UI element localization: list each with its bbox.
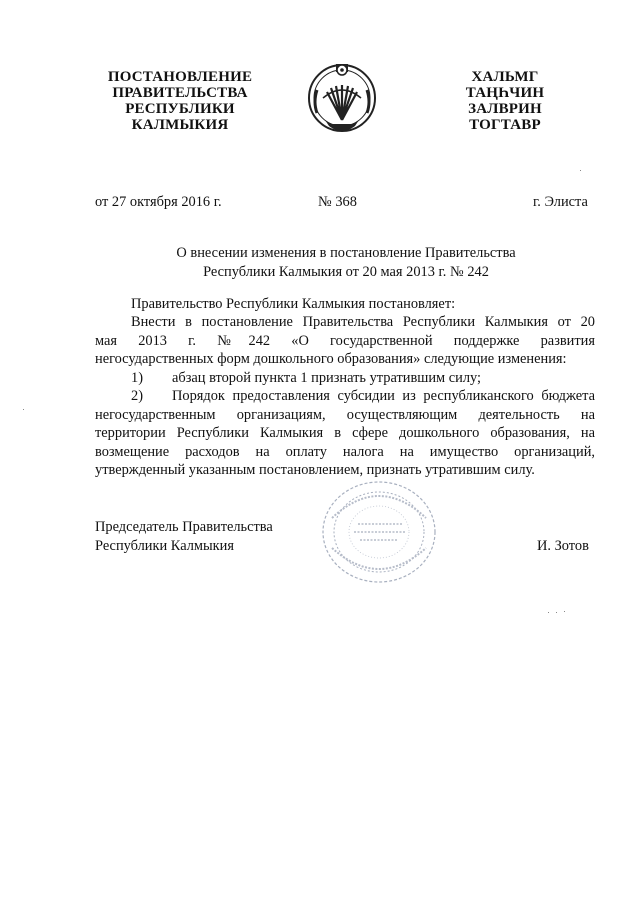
paragraph-line: негосударственных форм дошкольного образования» следующие изменения: <box>95 351 567 368</box>
signatory-name: И. Зотов <box>537 538 589 554</box>
signatory-position <box>95 518 273 555</box>
scan-speck <box>580 170 581 171</box>
position-line: Председатель Правительства <box>95 519 273 535</box>
issuer-line: ПОСТАНОВЛЕНИЕ <box>107 69 253 85</box>
paragraph-line: Порядок предоставления субсидии из республиканского бюджета <box>172 388 595 404</box>
issuer-line: ТАҢҺЧИН <box>465 85 545 101</box>
resolution-intro: Правительство Республики Калмыкия постановляет: <box>131 296 456 312</box>
document-number: № 368 <box>318 194 357 210</box>
document-date: от 27 октября 2016 г. <box>95 194 222 210</box>
item-1-text: абзац второй пункта 1 признать утратившим силу; <box>172 370 482 386</box>
scan-speck <box>23 409 24 410</box>
issuer-title-ru <box>95 69 265 133</box>
item-1-number: 1) <box>131 370 143 386</box>
item-2-number: 2) <box>131 388 143 404</box>
issuer-line: ПРАВИТЕЛЬСТВА <box>112 85 248 101</box>
paragraph-line: территории Республики Калмыкия в сфере дошкольного образования, на <box>95 425 595 442</box>
issuer-line: ТОГТАВР <box>469 117 541 133</box>
title-line: О внесении изменения в постановление Правительства <box>176 245 516 261</box>
issuer-line: ХАЛЬМГ <box>471 69 539 85</box>
paragraph-line: Внести в постановление Правительства Республики Калмыкия от 20 <box>131 314 595 330</box>
scan-speck <box>556 612 557 613</box>
document-place: г. Элиста <box>533 194 588 210</box>
paragraph-line: утвержденный указанным постановлением, признать утратившим силу. <box>95 462 535 479</box>
paragraph-line: мая 2013 г. №242 «О государственной поддержке развития <box>95 332 595 349</box>
paragraph-line: негосударственным организациям, осуществляющим деятельность на <box>95 406 595 423</box>
document-title <box>95 244 597 281</box>
position-line: Республики Калмыкия <box>95 537 234 554</box>
issuer-title-kalmyk <box>440 69 570 133</box>
kalmykia-coat-of-arms-icon <box>305 58 379 140</box>
issuer-line: КАЛМЫКИЯ <box>131 117 229 133</box>
official-round-stamp-icon <box>318 478 440 586</box>
paragraph-main <box>95 313 595 369</box>
issuer-line: РЕСПУБЛИКИ <box>125 101 235 117</box>
scan-speck <box>548 612 549 613</box>
issuer-line: ЗАЛВРИН <box>468 101 542 117</box>
item-2-paragraph <box>95 387 595 480</box>
title-line: Республики Калмыкия от 20 мая 2013 г. № 242 <box>203 263 489 280</box>
paragraph-line: возмещение расходов на оплату налога на имущество организаций, <box>95 443 595 460</box>
scan-speck <box>564 611 565 612</box>
